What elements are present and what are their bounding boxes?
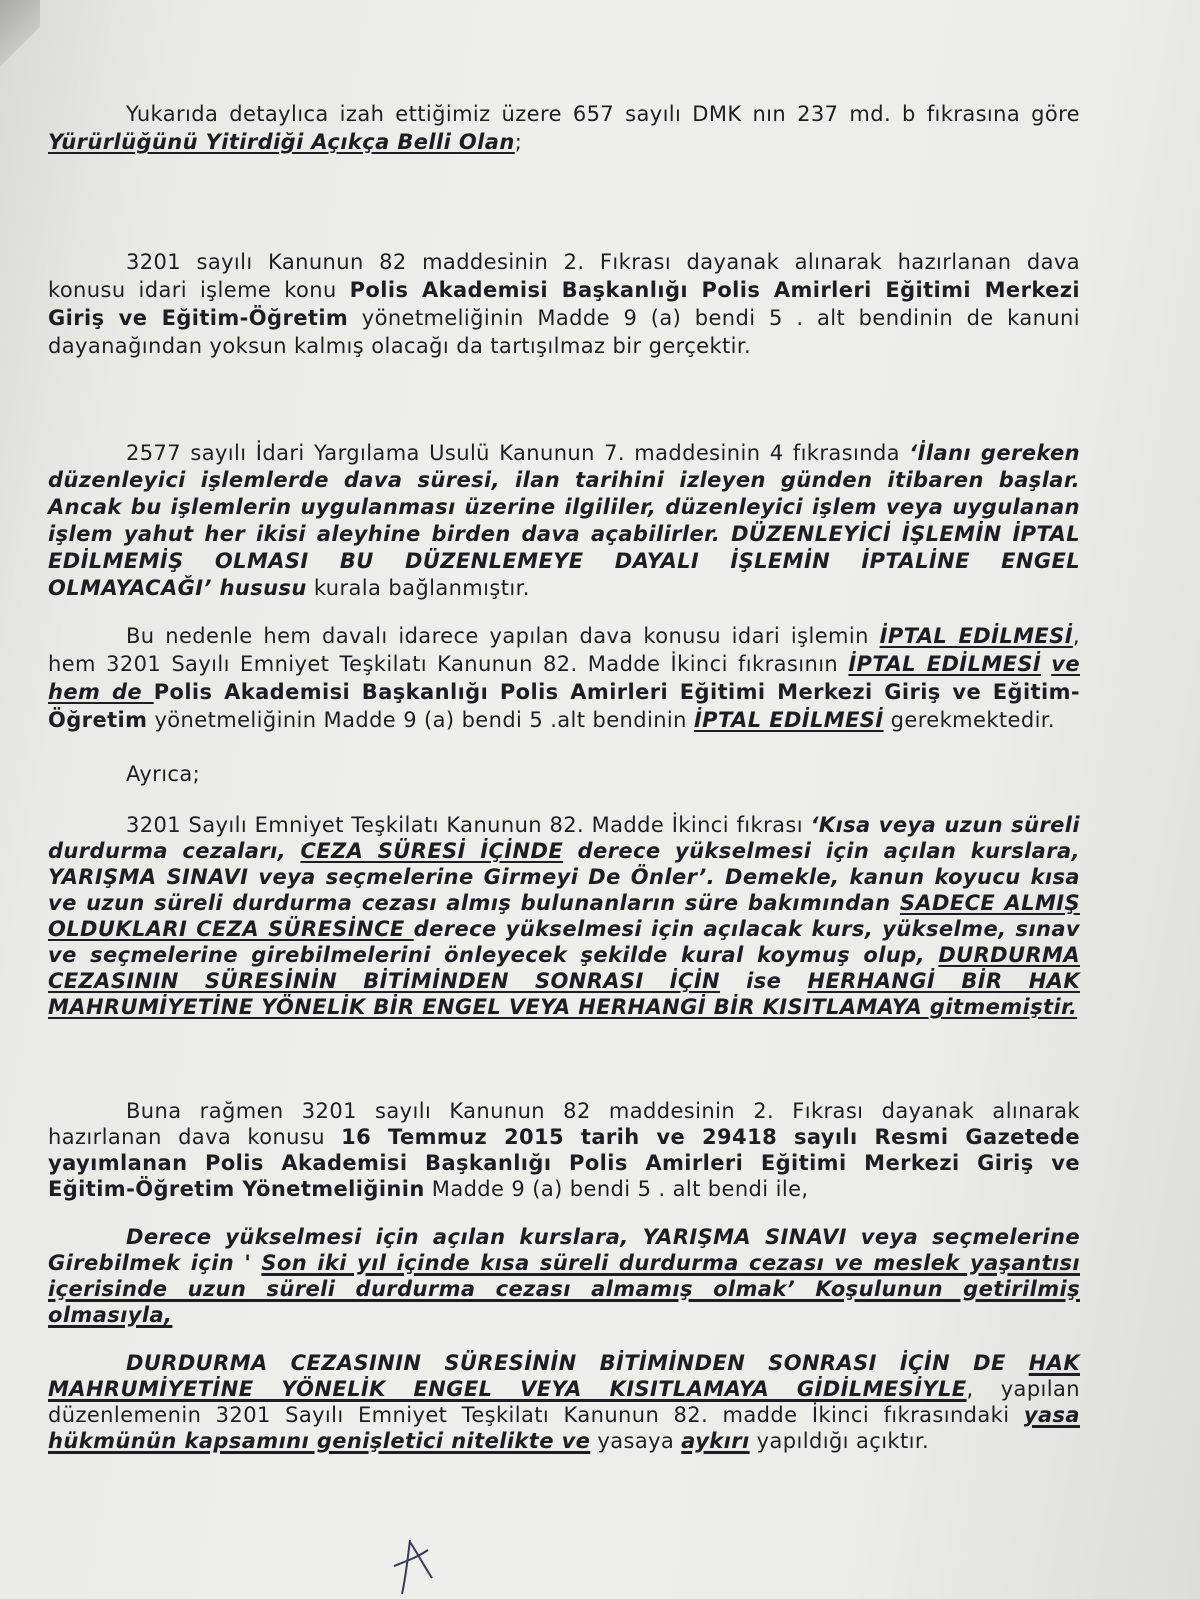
annulment-phrase: İPTAL EDİLMESİ: [879, 624, 1073, 648]
paragraph-condition: Derece yükselmesi için açılan kurslara, YARIŞMA SINAVI veya seçmelerine Girebilmek için ' Son iki yıl içinde kısa süreli durdurma cezası ve meslek yaşantısı içerisinde uzun süreli durdurma cezası almamış olmak’ Koşulunun getirilmiş olmasıyla,: [48, 1225, 1080, 1327]
paragraph-dmk-reference: Yukarıda detaylıca izah ettiğimiz üzere 657 sayılı DMK nın 237 md. b fıkrasına göre Yürürlüğünü Yitirdiği Açıkça Belli Olan;: [48, 102, 1080, 154]
folded-page-corner: [0, 0, 40, 70]
underlined-phrase: HERHANGİ BİR HAK MAHRUMİYETİNE YÖNELİK BİR ENGEL VEYA HERHANGİ BİR KISITLAMAYA gitmemiştir.: [48, 969, 1080, 1019]
underlined-phrase: aykırı: [681, 1429, 750, 1453]
annulment-phrase: İPTAL EDİLMESİ: [693, 708, 884, 732]
handwritten-mark: [388, 1532, 444, 1596]
paragraph-despite: Buna rağmen 3201 sayılı Kanunun 82 maddesinin 2. Fıkrası dayanak alınarak hazırlanan dava konusu 16 Temmuz 2015 tarih ve 29418 sayılı Resmi Gazetede yayımlanan Polis Akademisi Başkanlığı Polis Amirleri Eğitimi Merkezi Giriş ve Eğitim-Öğretim Yönetmeliğinin Madde 9 (a) bendi 5 . alt bendi ile,: [48, 1099, 1080, 1201]
annulment-phrase: İPTAL EDİLMESİ: [848, 652, 1042, 676]
regulation-name: Polis Akademisi Başkanlığı Polis Amirleri Eğitimi Merkezi Giriş ve Eğitim-Öğretim: [48, 680, 1080, 732]
underlined-phrase: ve hem de: [48, 652, 1080, 704]
underlined-phrase: CEZA SÜRESİ İÇİNDE: [300, 839, 564, 863]
paragraph-legal-basis: 3201 sayılı Kanunun 82 maddesinin 2. Fıkrası dayanak alınarak hazırlanan dava konusu idari işleme konu Polis Akademisi Başkanlığı Polis Amirleri Eğitimi Merkezi Giriş ve Eğitim-Öğretim yönetmeliğinin Madde 9 (a) bendi 5 . alt bendinin de kanuni dayanağından yoksun kalmış olacağı da tartışılmaz bir gerçektir.: [48, 250, 1081, 358]
underlined-phrase: Son iki yıl içinde kısa süreli durdurma cezası ve meslek yaşantısı içerisinde uzun süreli durdurma cezası almamış olmak’ Koşulunun getirilmiş olmasıyla,: [48, 1251, 1080, 1327]
underlined-phrase: SADECE ALMIŞ OLDUKLARI CEZA SÜRESİNCE: [48, 891, 1080, 941]
underlined-phrase: yasa hükmünün kapsamını genişletici nitelikte ve: [48, 1403, 1080, 1453]
underlined-phrase: Yürürlüğünü Yitirdiği Açıkça Belli Olan: [48, 130, 515, 154]
quoted-provision: ‘İlanı gereken düzenleyici işlemlerde dava süresi, ilan tarihini izleyen günden itibaren başlar. Ancak bu işlemlerin uygulanması üzerine ilgililer, düzenleyici işlem veya uygulanan işlem yahut her ikisi aleyhine birden dava açabilirler. DÜZENLEYİCİ İŞLEMİN İPTAL EDİLMEMİŞ OLMASI BU DÜZENLEMEYE DAYALI İŞLEMİN İPTALİNE ENGEL OLMAYACAĞI’ hususu: [48, 441, 1080, 600]
paragraph-conclusion: DURDURMA CEZASININ SÜRESİNİN BİTİMİNDEN SONRASI İÇİN DE HAK MAHRUMİYETİNE YÖNELİK ENGEL VEYA KISITLAMAYA GİDİLMESİYLE, yapılan düzenlemenin 3201 Sayılı Emniyet Teşkilatı Kanunun 82. madde İkinci fıkrasındaki yasa hükmünün kapsamını genişletici nitelikte ve yasaya aykırı yapıldığı açıktır.: [48, 1351, 1080, 1453]
regulation-name: Polis Akademisi Başkanlığı Polis Amirleri Eğitimi Merkezi Giriş ve Eğitim-Öğretim: [48, 278, 1080, 330]
paragraph-article-82: 3201 Sayılı Emniyet Teşkilatı Kanunun 82. Madde İkinci fıkrası ‘Kısa veya uzun süreli durdurma cezaları, CEZA SÜRESİ İÇİNDE derece yükselmesi için açılan kurslara, YARIŞMA SINAVI veya seçmelerine Girmeyi De Önler’. Demekle, kanun koyucu kısa ve uzun süreli durdurma cezası almış bulunanların süre bakımından SADECE ALMIŞ OLDUKLARI CEZA SÜRESİNCE derece yükselmesi için açılacak kurs, yükselme, sınav ve seçmelerine girebilmelerini önleyecek şekilde kural koymuş olup, DURDURMA CEZASININ SÜRESİNİN BİTİMİNDEN SONRASI İÇİN ise HERHANGİ BİR HAK MAHRUMİYETİNE YÖNELİK BİR ENGEL VEYA HERHANGİ BİR KISITLAMAYA gitmemiştir.: [48, 813, 1080, 1019]
regulation-name: 16 Temmuz 2015 tarih ve 29418 sayılı Resmi Gazetede yayımlanan Polis Akademisi Başkanlığı Polis Amirleri Eğitimi Merkezi Giriş ve Eğitim-Öğretim Yönetmeliğinin: [48, 1125, 1080, 1201]
underlined-phrase: HAK MAHRUMİYETİNE YÖNELİK ENGEL VEYA KISITLAMAYA GİDİLMESİYLE: [48, 1351, 1080, 1401]
paragraph-also: Ayrıca;: [126, 762, 201, 786]
paragraph-annulment-request: Bu nedenle hem davalı idarece yapılan dava konusu idari işlemin İPTAL EDİLMESİ, hem 3201 Sayılı Emniyet Teşkilatı Kanunun 82. Madde İkinci fıkrasının İPTAL EDİLMESİ ve hem de Polis Akademisi Başkanlığı Polis Amirleri Eğitimi Merkezi Giriş ve Eğitim-Öğretim yönetmeliğinin Madde 9 (a) bendi 5 .alt bendinin İPTAL EDİLMESİ gerekmektedir.: [48, 624, 1080, 732]
paragraph-iyuk-article: 2577 sayılı İdari Yargılama Usulü Kanunun 7. maddesinin 4 fıkrasında ‘İlanı gereken düzenleyici işlemlerde dava süresi, ilan tarihini izleyen günden itibaren başlar. Ancak bu işlemlerin uygulanması üzerine ilgililer, düzenleyici işlem veya uygulanan işlem yahut her ikisi aleyhine birden dava açabilirler. DÜZENLEYİCİ İŞLEMİN İPTAL EDİLMEMİŞ OLMASI BU DÜZENLEMEYE DAYALI İŞLEMİN İPTALİNE ENGEL OLMAYACAĞI’ hususu kurala bağlanmıştır.: [48, 441, 1080, 600]
document-page: [48, 100, 1080, 1454]
underlined-phrase: DURDURMA CEZASININ SÜRESİNİN BİTİMİNDEN SONRASI İÇİN: [48, 943, 1080, 993]
